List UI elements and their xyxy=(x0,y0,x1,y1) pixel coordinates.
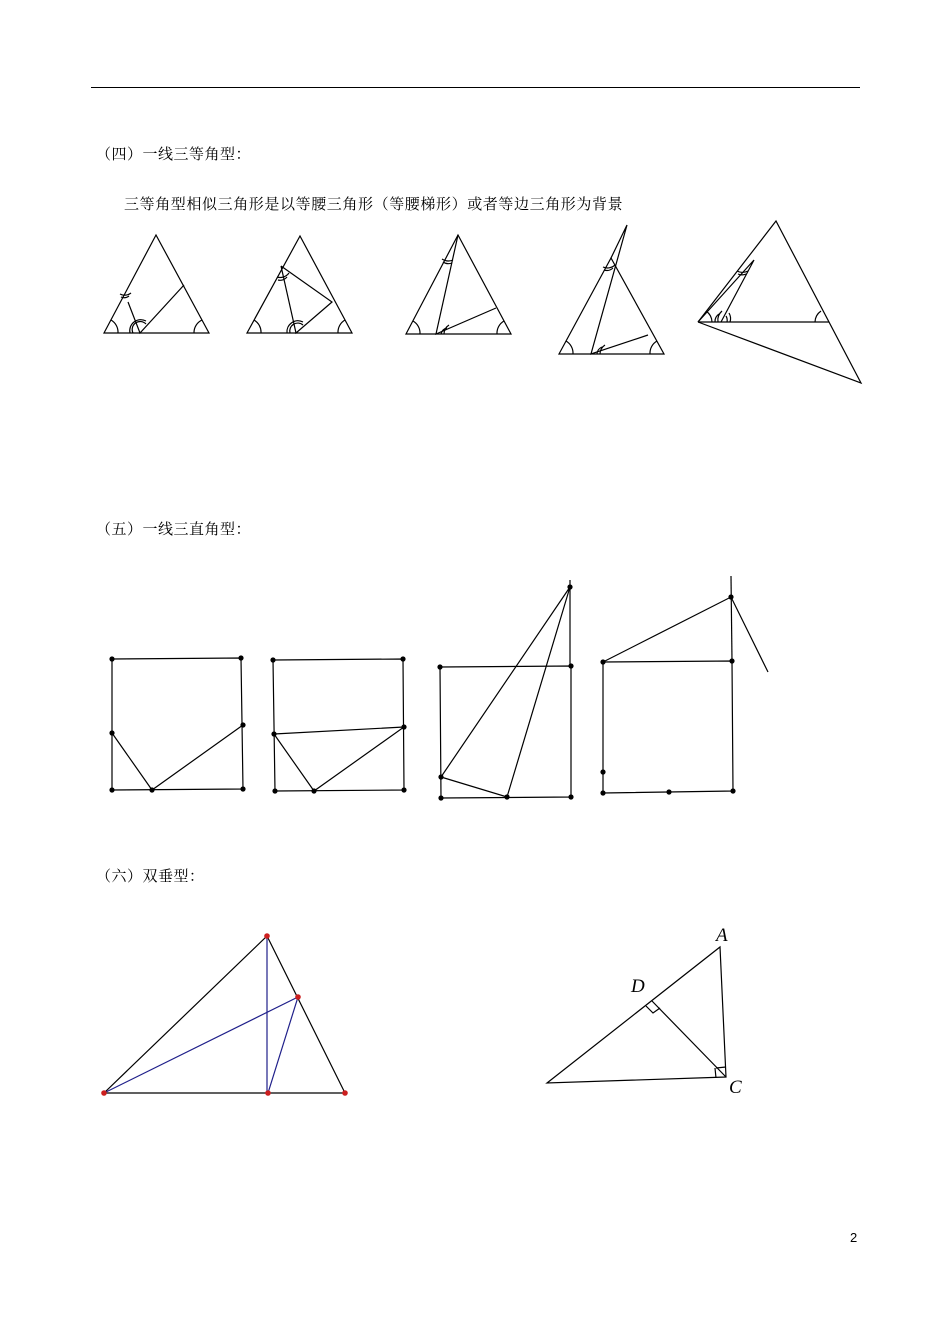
double-perpendicular-figure-1 xyxy=(101,933,348,1096)
point-label-c: C xyxy=(729,1077,742,1098)
section-heading-5: （五）一线三直角型： xyxy=(96,520,252,538)
point-label-d: D xyxy=(631,976,645,997)
section-4-intro: 三等角型相似三角形是以等腰三角形（等腰梯形）或者等边三角形为背景 xyxy=(124,195,624,213)
section-heading-6: （六）双垂型： xyxy=(96,867,205,885)
point-label-a: A xyxy=(716,925,728,946)
page-number: 2 xyxy=(850,1230,858,1245)
section-heading-4: （四）一线三等角型： xyxy=(96,145,252,163)
double-perpendicular-figure-2 xyxy=(547,947,726,1083)
